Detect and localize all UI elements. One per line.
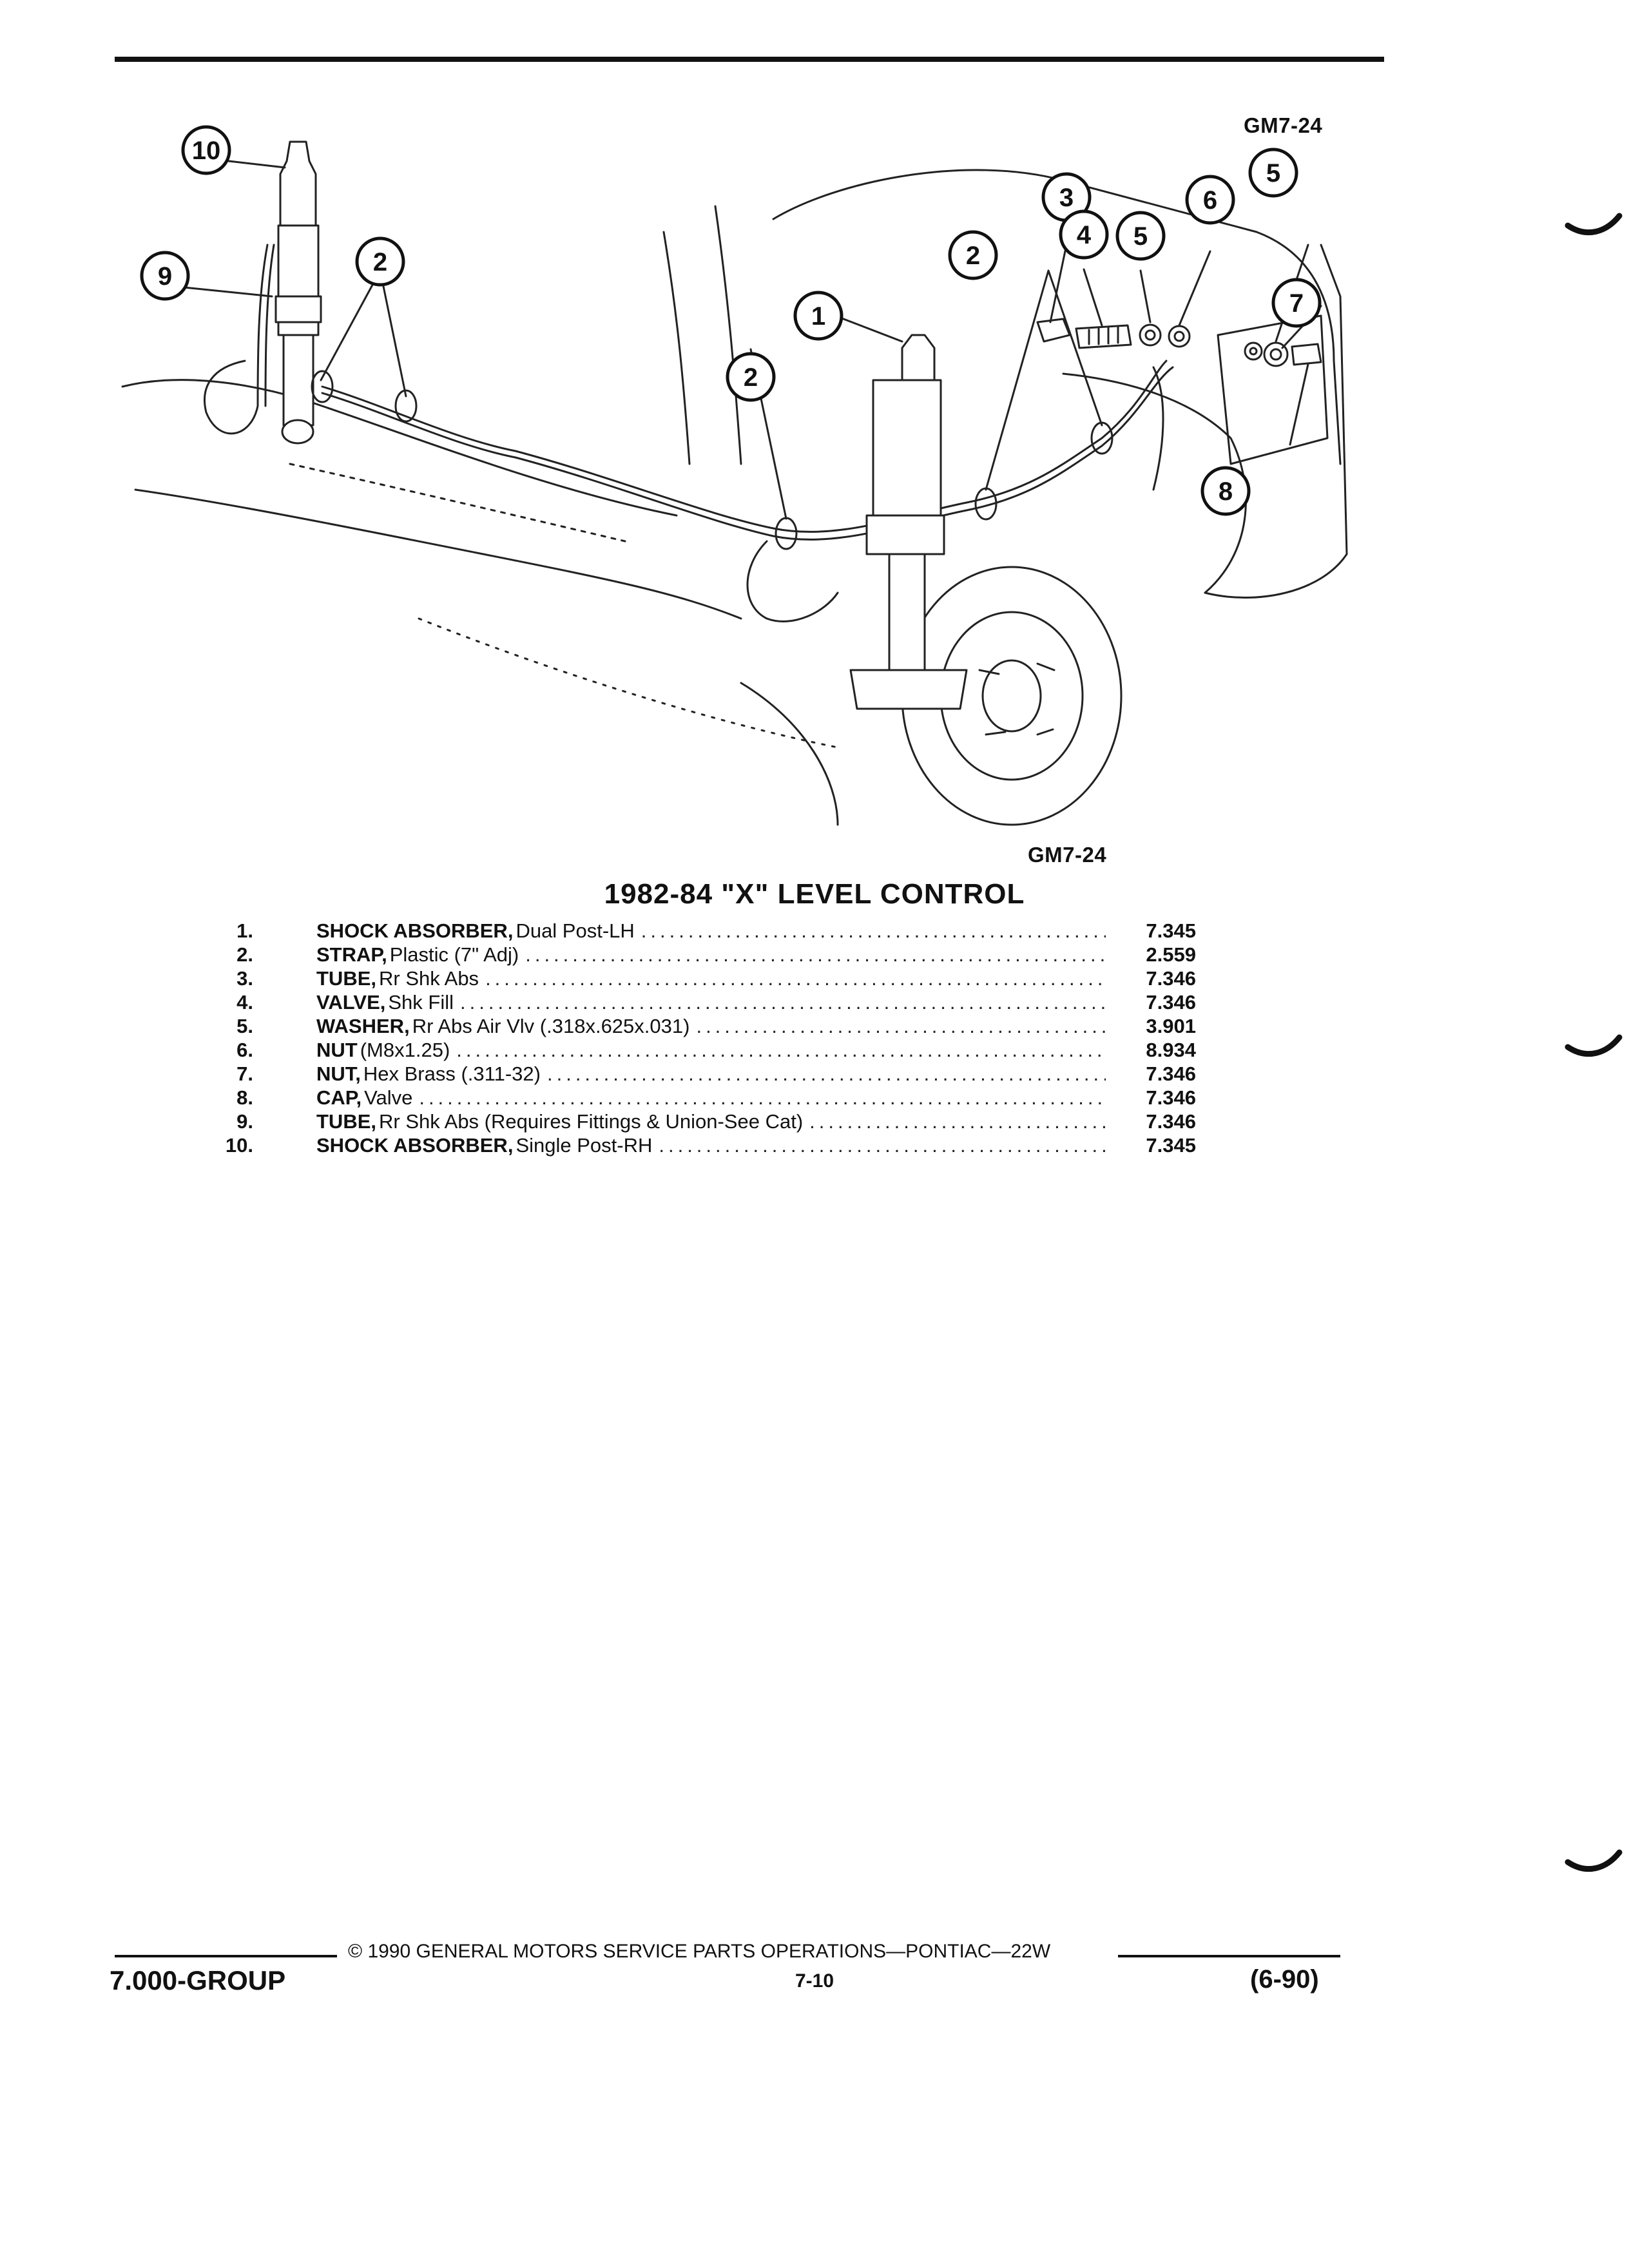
part-description: Hex Brass (.311-32) bbox=[363, 1062, 541, 1085]
leader-dots bbox=[525, 943, 1106, 966]
svg-text:2: 2 bbox=[372, 248, 388, 276]
table-row bbox=[209, 943, 1196, 966]
leader-dots bbox=[809, 1110, 1106, 1133]
part-name: NUT, bbox=[316, 1062, 361, 1085]
part-name: STRAP, bbox=[316, 943, 387, 966]
group-number: 7.346 bbox=[1146, 991, 1196, 1014]
table-row bbox=[209, 1110, 1196, 1133]
leader-dots bbox=[456, 1038, 1106, 1062]
group-number: 8.934 bbox=[1146, 1039, 1196, 1061]
svg-text:1: 1 bbox=[811, 302, 826, 331]
table-row bbox=[209, 1062, 1196, 1086]
group-number: 7.345 bbox=[1146, 1134, 1196, 1157]
footer-copyright: © 1990 GENERAL MOTORS SERVICE PARTS OPERATIONS—PONTIAC—22W bbox=[348, 1941, 1051, 1962]
svg-text:5: 5 bbox=[1133, 222, 1148, 251]
group-number: 3.901 bbox=[1146, 1015, 1196, 1037]
footer-date: (6-90) bbox=[1250, 1965, 1319, 1994]
callout-2-center bbox=[728, 354, 774, 400]
callout-5-outer bbox=[1250, 149, 1296, 196]
callout-1 bbox=[795, 293, 842, 339]
footer-rule-right bbox=[1118, 1955, 1340, 1957]
callout-8 bbox=[1202, 468, 1249, 514]
leader-dots bbox=[696, 1014, 1106, 1038]
svg-text:10: 10 bbox=[191, 137, 221, 165]
part-number: 3. bbox=[236, 967, 253, 990]
svg-text:3: 3 bbox=[1059, 184, 1074, 212]
part-description: Dual Post-LH bbox=[516, 919, 635, 942]
leader-dots bbox=[485, 966, 1106, 990]
callout-2-right bbox=[950, 232, 996, 278]
table-row bbox=[209, 1038, 1196, 1062]
group-number: 7.346 bbox=[1146, 1062, 1196, 1085]
svg-text:5: 5 bbox=[1266, 159, 1281, 187]
page-title: 1982-84 "X" LEVEL CONTROL bbox=[604, 878, 1025, 910]
callout-10 bbox=[183, 127, 229, 173]
svg-text:2: 2 bbox=[965, 242, 981, 270]
part-number: 10. bbox=[225, 1134, 253, 1157]
part-name: TUBE, bbox=[316, 967, 376, 990]
table-row bbox=[209, 990, 1196, 1014]
svg-text:8: 8 bbox=[1218, 477, 1233, 506]
group-number: 7.346 bbox=[1146, 967, 1196, 990]
callout-9 bbox=[142, 253, 188, 299]
part-description: Single Post-RH bbox=[516, 1134, 653, 1157]
leader-dots bbox=[460, 990, 1106, 1014]
table-row bbox=[209, 1133, 1196, 1157]
svg-text:4: 4 bbox=[1076, 221, 1092, 249]
part-description: Rr Abs Air Vlv (.318x.625x.031) bbox=[412, 1015, 690, 1037]
part-description: Shk Fill bbox=[388, 991, 454, 1014]
part-description: Plastic (7" Adj) bbox=[389, 943, 519, 966]
part-number: 6. bbox=[236, 1039, 253, 1061]
part-number: 5. bbox=[236, 1015, 253, 1037]
table-row bbox=[209, 1086, 1196, 1110]
callout-2-left bbox=[357, 238, 403, 285]
footer-group: 7.000-GROUP bbox=[110, 1965, 286, 1995]
leader-dots bbox=[659, 1133, 1106, 1157]
part-number: 7. bbox=[236, 1062, 253, 1085]
leader-dots bbox=[547, 1062, 1106, 1086]
part-description: (M8x1.25) bbox=[360, 1039, 450, 1061]
svg-text:7: 7 bbox=[1289, 289, 1304, 318]
binder-mark-icon bbox=[1565, 213, 1623, 245]
leader-dots bbox=[419, 1086, 1106, 1110]
part-name: SHOCK ABSORBER, bbox=[316, 1134, 514, 1157]
part-name: CAP, bbox=[316, 1086, 362, 1109]
table-row bbox=[209, 1014, 1196, 1038]
footer-rule-left bbox=[115, 1955, 337, 1957]
part-number: 4. bbox=[236, 991, 253, 1014]
group-number: 7.346 bbox=[1146, 1110, 1196, 1133]
binder-mark-icon bbox=[1565, 1849, 1623, 1881]
parts-list bbox=[209, 919, 1196, 1157]
part-name: VALVE, bbox=[316, 991, 386, 1014]
part-description: Rr Shk Abs bbox=[379, 967, 479, 990]
part-name: SHOCK ABSORBER, bbox=[316, 919, 514, 942]
svg-text:2: 2 bbox=[743, 363, 758, 392]
group-number: 7.345 bbox=[1146, 919, 1196, 942]
table-row bbox=[209, 919, 1196, 943]
callout-4 bbox=[1061, 211, 1107, 258]
binder-mark-icon bbox=[1565, 1034, 1623, 1066]
part-description: Valve bbox=[364, 1086, 413, 1109]
svg-text:9: 9 bbox=[157, 262, 173, 291]
footer-page-number: 7-10 bbox=[795, 1970, 834, 1992]
level-control-illustration bbox=[97, 103, 1385, 838]
part-name: WASHER, bbox=[316, 1015, 410, 1037]
callout-5-inner bbox=[1117, 213, 1164, 259]
top-rule bbox=[115, 57, 1384, 62]
svg-text:6: 6 bbox=[1202, 186, 1218, 215]
figure-id-top: GM7-24 bbox=[1244, 113, 1323, 137]
group-number: 2.559 bbox=[1146, 943, 1196, 966]
callout-6 bbox=[1187, 177, 1233, 223]
leader-dots bbox=[641, 919, 1106, 943]
part-number: 2. bbox=[236, 943, 253, 966]
group-number: 7.346 bbox=[1146, 1086, 1196, 1109]
part-number: 1. bbox=[236, 919, 253, 942]
table-row bbox=[209, 966, 1196, 990]
figure-id-bottom: GM7-24 bbox=[1028, 843, 1107, 867]
part-description: Rr Shk Abs (Requires Fittings & Union-See Cat) bbox=[379, 1110, 804, 1133]
part-name: NUT bbox=[316, 1039, 358, 1061]
part-number: 9. bbox=[236, 1110, 253, 1133]
part-number: 8. bbox=[236, 1086, 253, 1109]
callout-7 bbox=[1273, 280, 1320, 326]
part-name: TUBE, bbox=[316, 1110, 376, 1133]
